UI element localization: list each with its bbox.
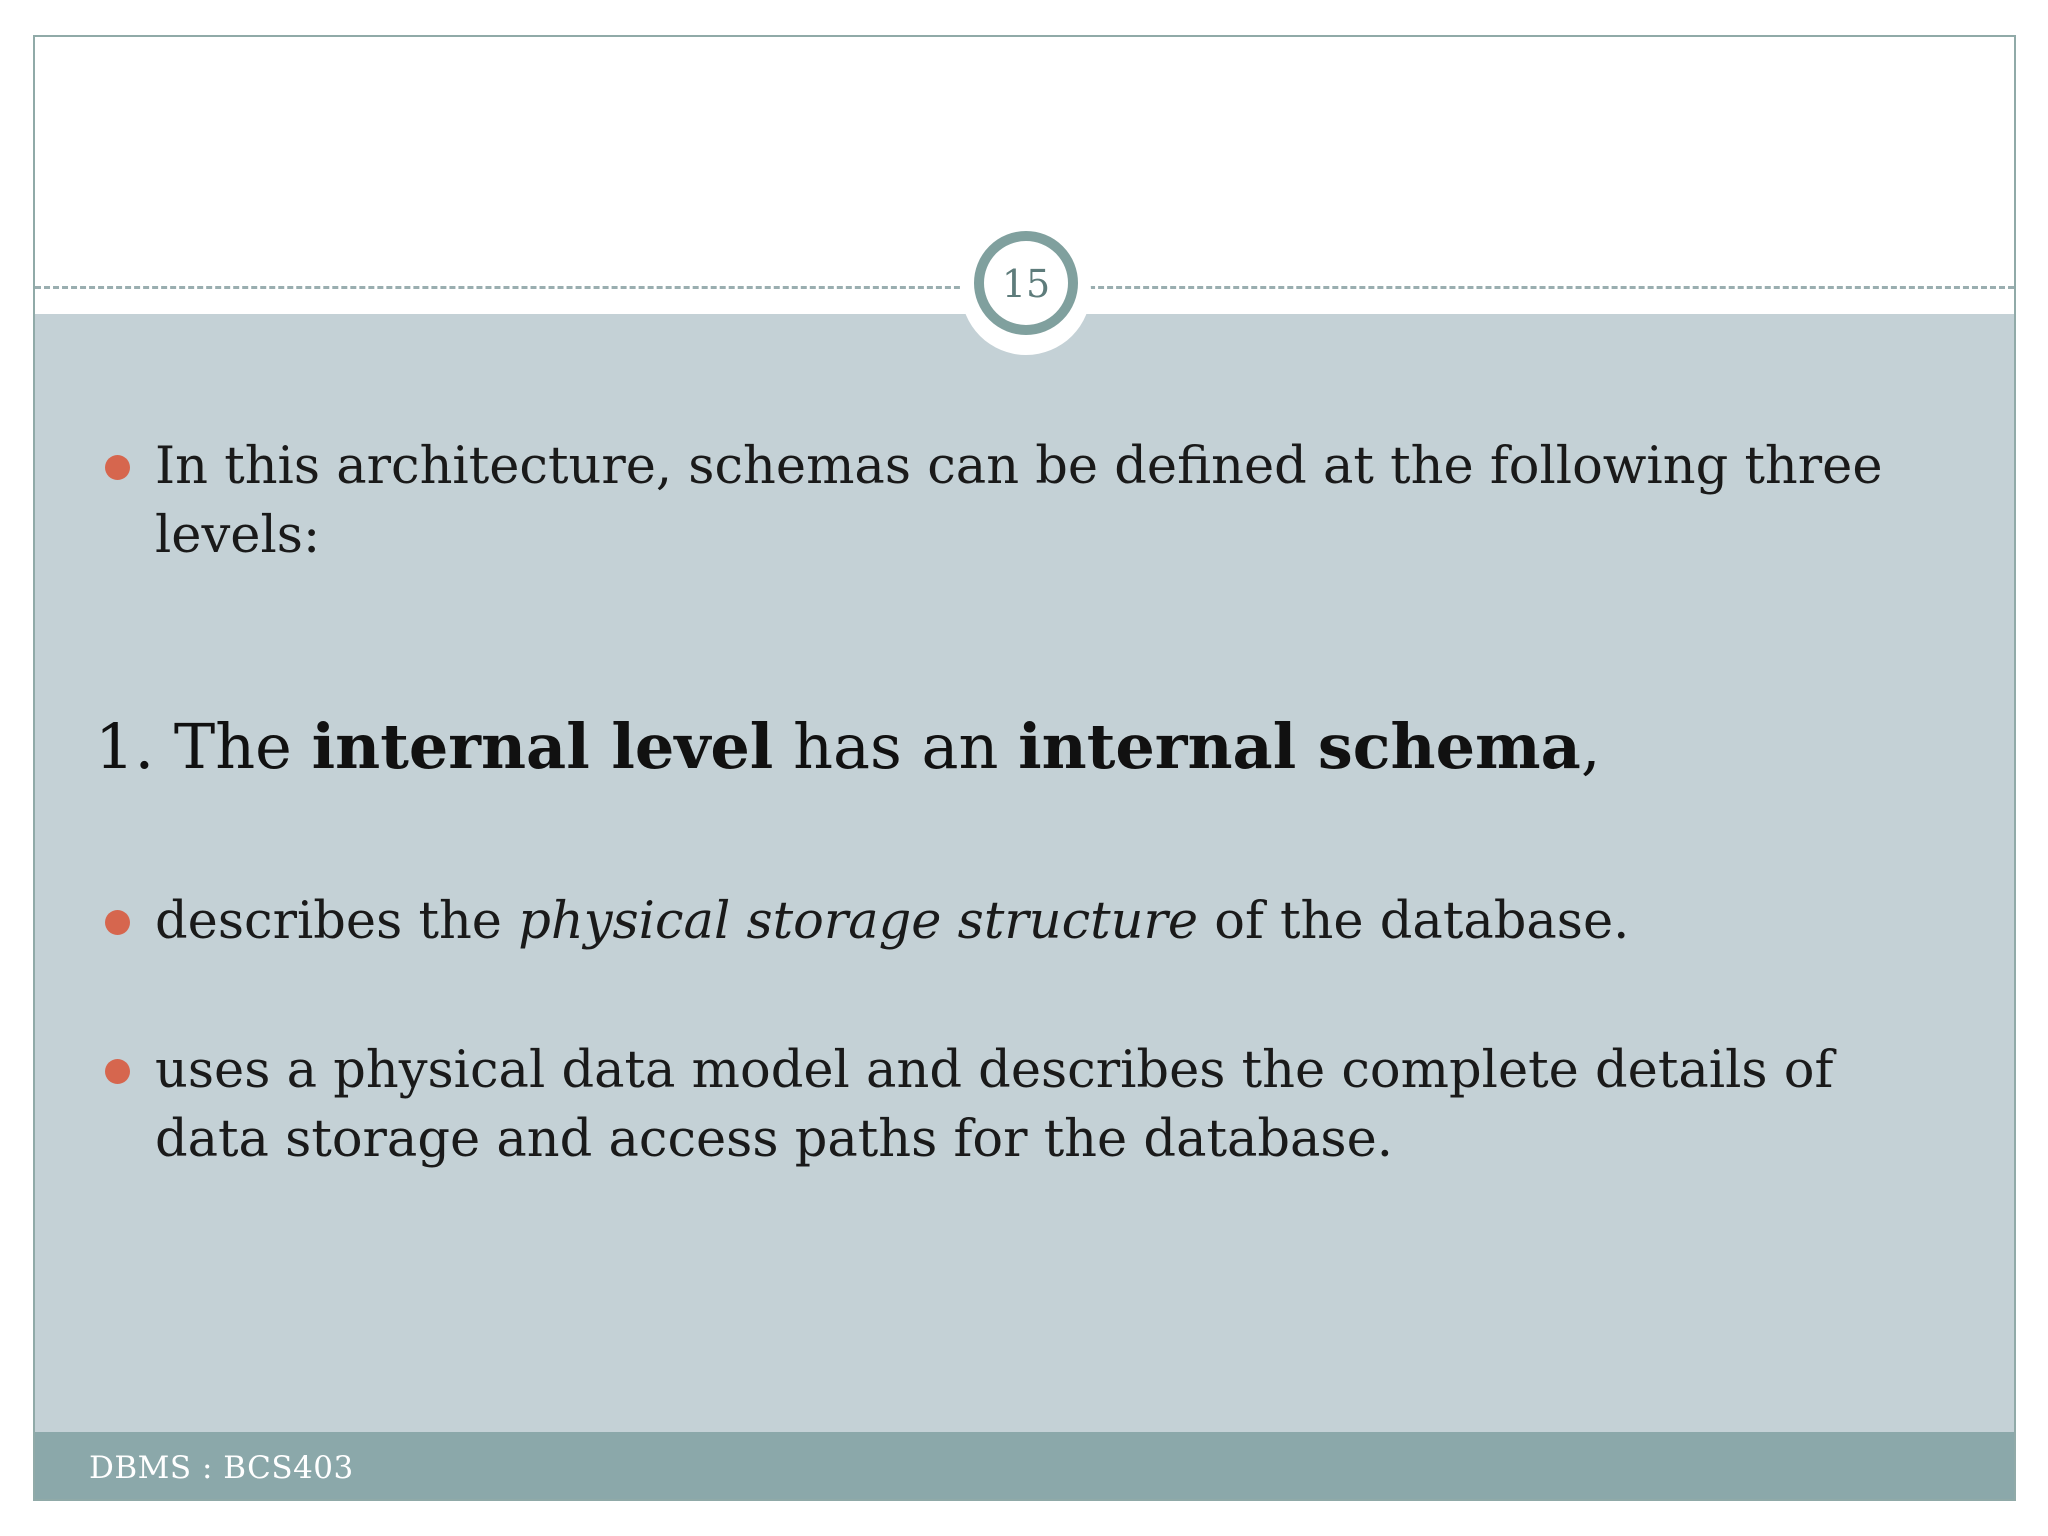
- bullet2-italic: physical storage structure: [518, 892, 1199, 951]
- bullet-text-2: [155, 887, 1955, 956]
- bullet2-text-1: describes the: [155, 892, 519, 951]
- bullet-text-3: uses a physical data model and describes the complete details of data storage and access paths for the database.: [155, 1041, 1834, 1169]
- section-heading: [95, 707, 1601, 787]
- bullet2-text-2: of the database.: [1198, 892, 1630, 951]
- page-number-badge: [974, 231, 1078, 335]
- slide: [33, 35, 2016, 1501]
- footer-text: DBMS : BCS403: [89, 1450, 354, 1486]
- bullet-dot-icon: [105, 1059, 130, 1084]
- heading-text-2: has an: [773, 710, 1019, 783]
- bullet-dot-icon: [105, 455, 130, 480]
- bullet-text-1: In this architecture, schemas can be defined at the following three levels:: [155, 437, 1883, 565]
- slide-content: [35, 314, 2014, 1432]
- heading-bold-1: internal level: [311, 710, 774, 783]
- bullet-dot-icon: [105, 910, 130, 935]
- heading-number: 1.: [95, 710, 155, 783]
- page-number: 15: [1001, 262, 1051, 306]
- slide-footer: [35, 1432, 2014, 1501]
- heading-bold-2: internal schema: [1018, 710, 1581, 783]
- heading-text-3: ,: [1580, 710, 1601, 783]
- heading-text-1: The: [173, 710, 312, 783]
